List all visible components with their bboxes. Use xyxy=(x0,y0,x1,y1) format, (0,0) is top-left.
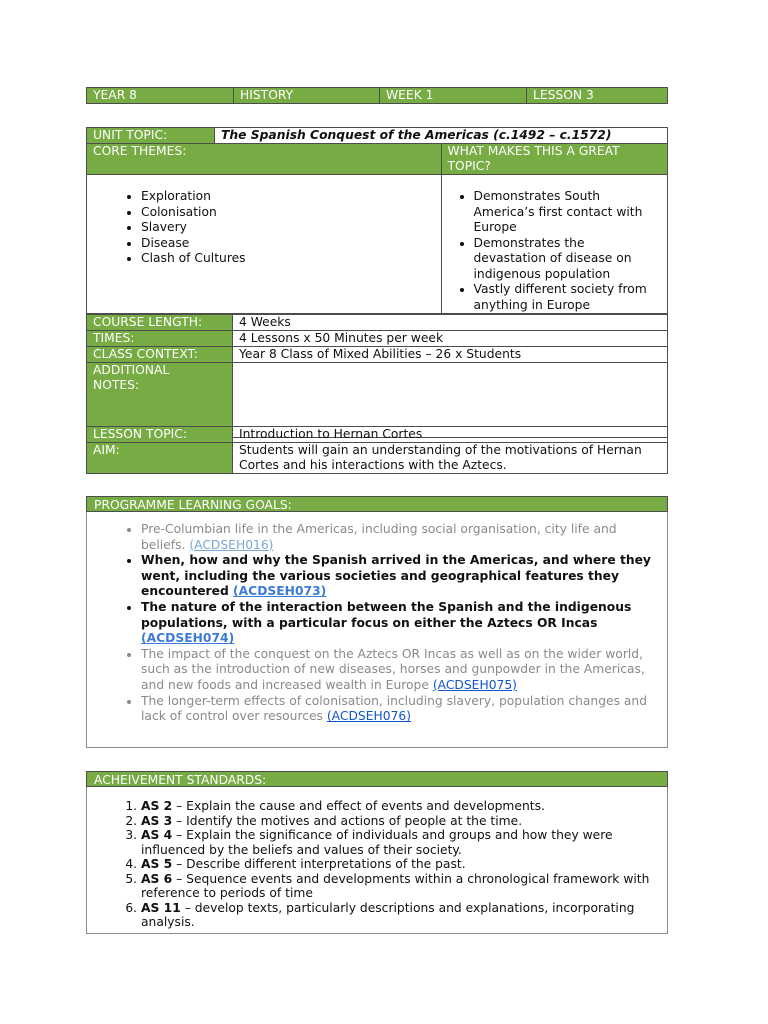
class-context-label: CLASS CONTEXT: xyxy=(87,347,233,363)
unit-topic-label: UNIT TOPIC: xyxy=(87,128,215,144)
list-item xyxy=(141,814,653,829)
goal-text: The nature of the interaction between the Spanish and the indigenous populations, with a particular focus on either the Aztecs OR Incas xyxy=(141,599,632,630)
unit-topic-value: The Spanish Conquest of the Americas (c.1492 – c.1572) xyxy=(215,128,668,144)
core-themes-cell xyxy=(87,175,442,314)
lesson-cell: LESSON 3 xyxy=(527,88,668,104)
curriculum-code-link[interactable]: (ACDSEH074) xyxy=(141,631,235,646)
learning-goals-section xyxy=(86,496,668,748)
standard-code: AS 5 xyxy=(141,857,173,871)
goal-text: The longer-term effects of colonisation, including slavery, population changes and lack of control over resources xyxy=(141,693,648,724)
list-item xyxy=(141,694,653,725)
standard-text: – Sequence events and developments within a chronological framework with reference to periods of time xyxy=(141,871,650,900)
learning-goals-list xyxy=(101,522,653,725)
standard-text: – Identify the motives and actions of people at the time. xyxy=(172,813,523,828)
list-item xyxy=(141,799,653,814)
standard-text: – Describe different interpretations of the past. xyxy=(172,857,466,871)
unit-table xyxy=(86,127,668,438)
list-item: • Vastly different society from anything in Europe xyxy=(474,282,658,313)
standard-code: AS 3 xyxy=(141,813,173,828)
list-item: • Colonisation xyxy=(141,205,435,221)
year-cell: YEAR 8 xyxy=(87,88,234,104)
list-item xyxy=(141,600,653,647)
great-topic-list xyxy=(448,189,662,313)
aim-value: Students will gain an understanding of the motivations of Hernan Cortes and his interactions with the Aztecs. xyxy=(233,443,668,474)
course-length-value: 4 Weeks xyxy=(233,315,668,331)
curriculum-code-link[interactable]: (ACDSEH076) xyxy=(326,709,412,724)
list-item: • Demonstrates South America’s first contact with Europe xyxy=(474,189,658,236)
list-item xyxy=(141,647,653,694)
achievement-standards-list xyxy=(101,799,653,930)
great-topic-cell xyxy=(441,175,668,314)
list-item xyxy=(141,828,653,857)
curriculum-code-link[interactable]: (ACDSEH073) xyxy=(233,584,327,599)
learning-goals-label: PROGRAMME LEARNING GOALS: xyxy=(86,496,668,512)
week-cell: WEEK 1 xyxy=(380,88,527,104)
list-item xyxy=(141,522,653,553)
achievement-standards-body xyxy=(86,787,668,934)
standard-text: – Explain the cause and effect of events and developments. xyxy=(172,799,545,813)
list-item xyxy=(141,553,653,600)
core-themes-label: CORE THEMES: xyxy=(87,144,442,175)
achievement-standards-label: ACHEIVEMENT STANDARDS: xyxy=(86,771,668,787)
list-item xyxy=(141,872,653,901)
list-item: • Demonstrates the devastation of disease on indigenous population xyxy=(474,236,658,283)
list-item: • Disease xyxy=(141,236,435,252)
standard-text: – Explain the significance of individuals and groups and how they were influenced by the beliefs and values of their society. xyxy=(141,828,613,857)
standard-code: AS 4 xyxy=(141,828,173,842)
subject-cell: HISTORY xyxy=(234,88,380,104)
learning-goals-body xyxy=(86,512,668,748)
achievement-standards-section xyxy=(86,771,668,934)
lesson-topic-label: LESSON TOPIC: xyxy=(87,427,233,443)
standard-text: – develop texts, particularly descriptions and explanations, incorporating analysis. xyxy=(141,900,635,929)
lesson-header-table xyxy=(86,87,668,104)
lesson-table xyxy=(86,426,668,474)
list-item: • Slavery xyxy=(141,220,435,236)
goal-text: When, how and why the Spanish arrived in the Americas, and where they went, including the various societies and geographical features they encountered xyxy=(141,553,651,599)
course-length-label: COURSE LENGTH: xyxy=(87,315,233,331)
list-item: • Clash of Cultures xyxy=(141,251,435,267)
times-value: 4 Lessons x 50 Minutes per week xyxy=(233,331,668,347)
great-topic-label: WHAT MAKES THIS A GREAT TOPIC? xyxy=(441,144,668,175)
list-item: • Exploration xyxy=(141,189,435,205)
lesson-topic-value: Introduction to Hernan Cortes xyxy=(233,427,668,443)
list-item xyxy=(141,857,653,872)
notes-label-line: ADDITIONAL xyxy=(93,363,170,377)
notes-label-line: NOTES: xyxy=(93,378,140,392)
times-label: TIMES: xyxy=(87,331,233,347)
goal-text: Pre-Columbian life in the Americas, including social organisation, city life and beliefs. xyxy=(141,522,617,552)
curriculum-code-link[interactable]: (ACDSEH075) xyxy=(432,677,517,692)
aim-label: AIM: xyxy=(87,443,233,474)
standard-code: AS 6 xyxy=(141,871,173,886)
standard-code: AS 11 xyxy=(141,900,181,915)
curriculum-code-link[interactable]: (ACDSEH016) xyxy=(189,537,274,552)
core-themes-list xyxy=(93,189,435,267)
standard-code: AS 2 xyxy=(141,799,173,813)
list-item xyxy=(141,901,653,930)
class-context-value: Year 8 Class of Mixed Abilities – 26 x Students xyxy=(233,347,668,363)
goal-text: The impact of the conquest on the Aztecs OR Incas as well as on the wider world, such as the introduction of new diseases, horses and gunpowder in the Americas, and new foods and increased wealth in Europe xyxy=(141,646,645,692)
